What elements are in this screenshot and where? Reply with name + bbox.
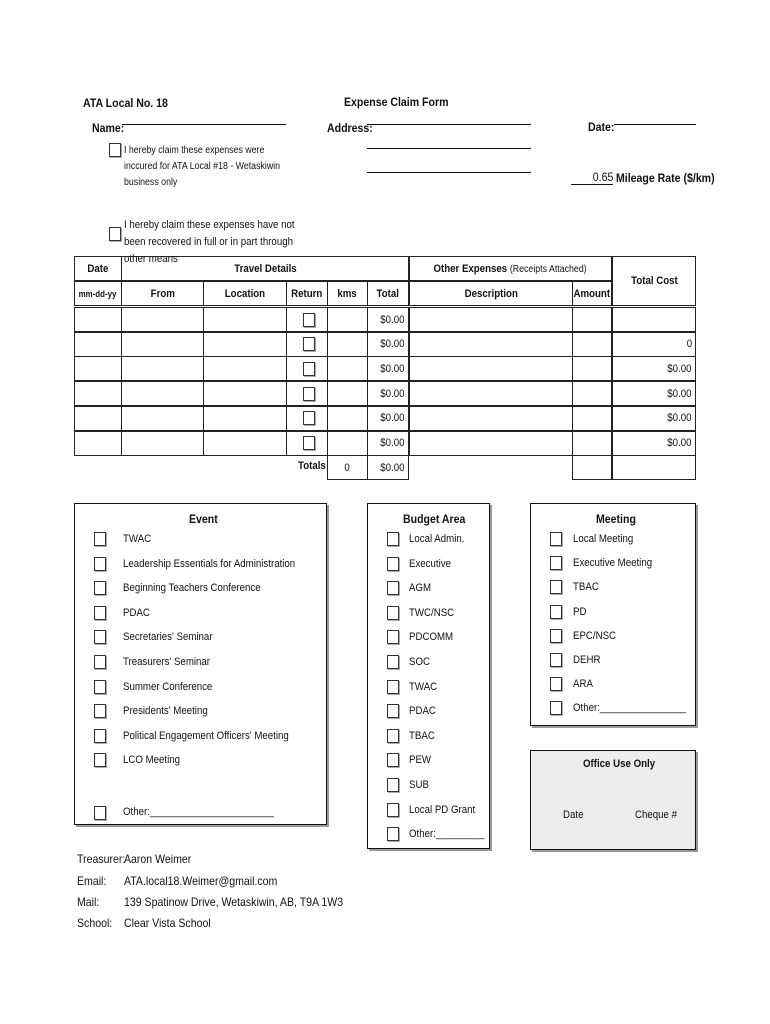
meeting-checkbox-2[interactable] (550, 556, 562, 570)
budget-label-9: TBAC (409, 729, 435, 742)
meeting-checkbox-8[interactable] (550, 701, 562, 715)
event-label-1: TWAC (123, 533, 152, 545)
row-4-date[interactable] (74, 381, 122, 406)
meeting-label-2: Executive Meeting (573, 557, 653, 570)
budget-checkbox-6[interactable] (387, 655, 399, 669)
event-label-7: Summer Conference (123, 680, 213, 693)
meeting-label-7: ARA (573, 678, 593, 691)
row-1-date[interactable] (74, 307, 122, 332)
event-label-5: Secretaries' Seminar (123, 631, 213, 644)
office-date-label: Date (563, 809, 584, 821)
budget-checkbox-8[interactable] (387, 704, 399, 718)
row-1-return[interactable] (286, 307, 328, 332)
header-total (367, 281, 409, 306)
row-4-cost-text: $0.00 (667, 387, 692, 400)
row-4-from[interactable] (121, 381, 204, 406)
claim-business-checkbox[interactable] (109, 143, 121, 157)
meeting-checkbox-6[interactable] (550, 653, 562, 667)
header-kms-text: kms (337, 287, 358, 300)
row-1-kms[interactable] (327, 307, 368, 332)
header-date-text: Date (87, 262, 109, 275)
row-4-kms[interactable] (327, 381, 368, 406)
row-4-return-checkbox[interactable] (303, 387, 315, 401)
meeting-panel (530, 503, 696, 726)
row-6-kms[interactable] (327, 431, 368, 456)
header-date-format-text: mm-dd-yy (79, 288, 117, 299)
treasurer-name: Aaron Weimer (124, 852, 192, 866)
claim-business-text: I hereby claim these expenses were inccured for ATA Local #18 - Wetaskiwin business only (124, 145, 281, 188)
row-3-cost-text: $0.00 (667, 362, 692, 375)
budget-label-12: Local PD Grant (409, 803, 476, 816)
row-5-return[interactable] (286, 406, 328, 431)
event-other-label[interactable]: Other:_______________________ (123, 806, 274, 818)
row-2-description[interactable] (409, 332, 573, 357)
address-field-1[interactable] (367, 124, 531, 125)
mileage-rate-value[interactable] (571, 170, 613, 185)
row-5-return-checkbox[interactable] (303, 411, 315, 425)
local-number: ATA Local No. 18 (83, 96, 168, 110)
row-5-location[interactable] (203, 406, 287, 431)
row-5-cost-text: $0.00 (667, 412, 692, 425)
event-checkbox-10[interactable] (94, 753, 106, 767)
event-checkbox-2[interactable] (94, 557, 106, 571)
budget-label-11: SUB (409, 779, 429, 791)
mail-label: Mail: (77, 895, 100, 909)
row-1-from[interactable] (121, 307, 204, 332)
email-value: ATA.local18.Weimer@gmail.com (124, 874, 278, 888)
header-total-text: Total (376, 287, 400, 300)
meeting-label-6: DEHR (573, 654, 601, 666)
budget-checkbox-9[interactable] (387, 729, 399, 743)
row-2-location[interactable] (203, 332, 287, 357)
row-2-from[interactable] (121, 332, 204, 357)
header-total-cost (612, 256, 696, 306)
meeting-checkbox-7[interactable] (550, 677, 562, 691)
header-from-text: From (150, 287, 175, 300)
row-2-cost[interactable] (612, 332, 696, 357)
office-use-panel (530, 750, 696, 850)
budget-checkbox-7[interactable] (387, 680, 399, 694)
header-location (203, 281, 287, 306)
budget-area-title: Budget Area (403, 512, 466, 526)
form-title: Expense Claim Form (344, 95, 449, 109)
row-2-cost-text: 0 (686, 338, 692, 351)
row-4-total-text: $0.00 (380, 387, 405, 400)
header-date-format (74, 281, 122, 306)
meeting-checkbox-1[interactable] (550, 532, 562, 546)
row-5-description[interactable] (409, 406, 573, 431)
address-label: Address: (327, 121, 373, 135)
address-field-3[interactable] (367, 172, 531, 173)
row-3-from[interactable] (121, 356, 204, 381)
totals-cost[interactable] (612, 455, 696, 480)
row-4-description[interactable] (409, 381, 573, 406)
row-3-description[interactable] (409, 356, 573, 381)
row-2-amount[interactable] (572, 332, 612, 357)
meeting-title: Meeting (596, 512, 636, 526)
event-checkbox-9[interactable] (94, 729, 106, 743)
row-1-return-checkbox[interactable] (303, 313, 315, 327)
header-other-expenses (409, 256, 612, 281)
header-return-text: Return (291, 287, 323, 300)
event-label-8: Presidents' Meeting (123, 705, 208, 718)
header-return (286, 281, 328, 306)
row-3-total (367, 356, 409, 381)
budget-label-4: TWC/NSC (409, 606, 455, 619)
row-5-from[interactable] (121, 406, 204, 431)
row-6-total (367, 431, 409, 456)
row-6-cost-text: $0.00 (667, 437, 692, 449)
header-other-expenses-text: Other Expenses (433, 262, 508, 275)
budget-checkbox-13[interactable] (387, 827, 399, 841)
totals-total-text: $0.00 (380, 461, 405, 474)
header-travel-details-text: Travel Details (233, 262, 297, 275)
budget-label-2: Executive (409, 557, 451, 570)
header-total-cost-text: Total Cost (630, 275, 678, 287)
row-6-description[interactable] (409, 431, 573, 456)
email-label: Email: (77, 874, 107, 888)
totals-kms-text: 0 (344, 461, 351, 474)
budget-checkbox-12[interactable] (387, 803, 399, 817)
header-date (74, 256, 122, 281)
row-3-return-checkbox[interactable] (303, 362, 315, 376)
row-5-total-text: $0.00 (380, 412, 405, 425)
event-label-4: PDAC (123, 606, 150, 619)
budget-checkbox-4[interactable] (387, 606, 399, 620)
row-4-cost[interactable] (612, 381, 696, 406)
row-6-location[interactable] (203, 431, 287, 456)
row-2-return-checkbox[interactable] (303, 337, 315, 351)
event-label-9: Political Engagement Officers' Meeting (123, 729, 289, 742)
header-description (409, 281, 573, 306)
address-field-2[interactable] (367, 148, 531, 149)
row-2-kms[interactable] (327, 332, 368, 357)
row-1-location[interactable] (203, 307, 287, 332)
budget-checkbox-10[interactable] (387, 753, 399, 767)
row-1-amount[interactable] (572, 307, 612, 332)
event-panel (74, 503, 327, 825)
row-2-total (367, 332, 409, 357)
row-4-amount[interactable] (572, 381, 612, 406)
school-label: School: (77, 916, 113, 930)
row-4-total (367, 381, 409, 406)
row-4-return[interactable] (286, 381, 328, 406)
row-3-return[interactable] (286, 356, 328, 381)
meeting-checkbox-4[interactable] (550, 605, 562, 619)
budget-label-7: TWAC (409, 680, 438, 693)
row-3-amount[interactable] (572, 356, 612, 381)
row-5-kms[interactable] (327, 406, 368, 431)
event-other-checkbox[interactable] (94, 806, 106, 820)
mileage-rate-value-text: 0.65 (592, 170, 613, 184)
totals-label: Totals (298, 460, 326, 472)
school-value: Clear Vista School (124, 916, 211, 930)
budget-label-6: SOC (409, 656, 430, 668)
row-6-total-text: $0.00 (380, 437, 405, 449)
meeting-label-5: EPC/NSC (573, 629, 617, 642)
budget-checkbox-11[interactable] (387, 778, 399, 792)
event-label-3: Beginning Teachers Conference (123, 582, 261, 595)
meeting-checkbox-5[interactable] (550, 629, 562, 643)
claim-not-recovered-checkbox[interactable] (109, 227, 121, 241)
office-use-title: Office Use Only (583, 758, 656, 770)
row-6-amount[interactable] (572, 431, 612, 456)
totals-kms (327, 455, 368, 480)
row-6-from[interactable] (121, 431, 204, 456)
budget-label-8: PDAC (409, 705, 436, 718)
header-from (121, 281, 204, 306)
event-label-6: Treasurers' Seminar (123, 656, 211, 668)
row-2-total-text: $0.00 (380, 338, 405, 351)
row-6-cost[interactable] (612, 431, 696, 456)
row-3-location[interactable] (203, 356, 287, 381)
row-1-cost[interactable] (612, 307, 696, 332)
meeting-label-1: Local Meeting (573, 533, 634, 545)
office-cheque-label: Cheque # (635, 809, 677, 821)
budget-label-3: AGM (409, 582, 432, 595)
budget-checkbox-1[interactable] (387, 532, 399, 546)
event-checkbox-6[interactable] (94, 655, 106, 669)
row-3-cost[interactable] (612, 356, 696, 381)
event-checkbox-5[interactable] (94, 630, 106, 644)
budget-label-5: PDCOMM (409, 631, 454, 644)
row-1-total (367, 307, 409, 332)
event-checkbox-8[interactable] (94, 704, 106, 718)
row-2-return[interactable] (286, 332, 328, 357)
event-checkbox-3[interactable] (94, 581, 106, 595)
row-1-total-text: $0.00 (380, 313, 405, 326)
totals-total (367, 455, 409, 480)
treasurer-label: Treasurer: (77, 852, 126, 866)
header-amount-text: Amount (573, 287, 611, 300)
budget-label-10: PEW (409, 754, 432, 767)
row-5-cost[interactable] (612, 406, 696, 431)
budget-area-panel (367, 503, 490, 849)
name-field[interactable] (122, 124, 286, 125)
date-label: Date: (588, 120, 615, 134)
row-3-total-text: $0.00 (380, 362, 405, 375)
budget-label-1: Local Admin. (409, 533, 465, 545)
row-4-location[interactable] (203, 381, 287, 406)
meeting-label-4: PD (573, 605, 587, 618)
meeting-label-3: TBAC (573, 581, 599, 594)
date-field[interactable] (614, 124, 696, 125)
header-kms (327, 281, 368, 306)
row-1-description[interactable] (409, 307, 573, 332)
header-amount (572, 281, 612, 306)
row-6-return[interactable] (286, 431, 328, 456)
event-checkbox-4[interactable] (94, 606, 106, 620)
meeting-checkbox-3[interactable] (550, 580, 562, 594)
budget-checkbox-5[interactable] (387, 630, 399, 644)
row-5-date[interactable] (74, 406, 122, 431)
row-5-amount[interactable] (572, 406, 612, 431)
header-location-text: Location (224, 287, 266, 300)
row-3-date[interactable] (74, 356, 122, 381)
mileage-rate-label: Mileage Rate ($/km) (616, 171, 715, 185)
event-checkbox-7[interactable] (94, 680, 106, 694)
name-label: Name: (92, 121, 125, 135)
row-3-kms[interactable] (327, 356, 368, 381)
row-5-total (367, 406, 409, 431)
header-receipts-note: (Receipts Attached) (510, 263, 588, 275)
event-label-2: Leadership Essentials for Administration (123, 557, 296, 570)
mail-value: 139 Spatinow Drive, Wetaskiwin, AB, T9A 1W3 (124, 895, 344, 909)
event-checkbox-1[interactable] (94, 532, 106, 546)
row-6-date[interactable] (74, 431, 122, 456)
meeting-label-8: Other:________________ (573, 702, 687, 715)
budget-label-13: Other:_________ (409, 828, 485, 841)
event-label-10: LCO Meeting (123, 754, 181, 767)
budget-checkbox-3[interactable] (387, 581, 399, 595)
claim-not-recovered-text: I hereby claim these expenses have not been recovered in full or in part through other means (124, 219, 295, 265)
budget-checkbox-2[interactable] (387, 557, 399, 571)
row-6-return-checkbox[interactable] (303, 436, 315, 450)
row-2-date[interactable] (74, 332, 122, 357)
header-description-text: Description (464, 287, 518, 300)
event-title: Event (189, 512, 218, 526)
header-travel-details (121, 256, 409, 281)
totals-amount[interactable] (572, 455, 612, 480)
